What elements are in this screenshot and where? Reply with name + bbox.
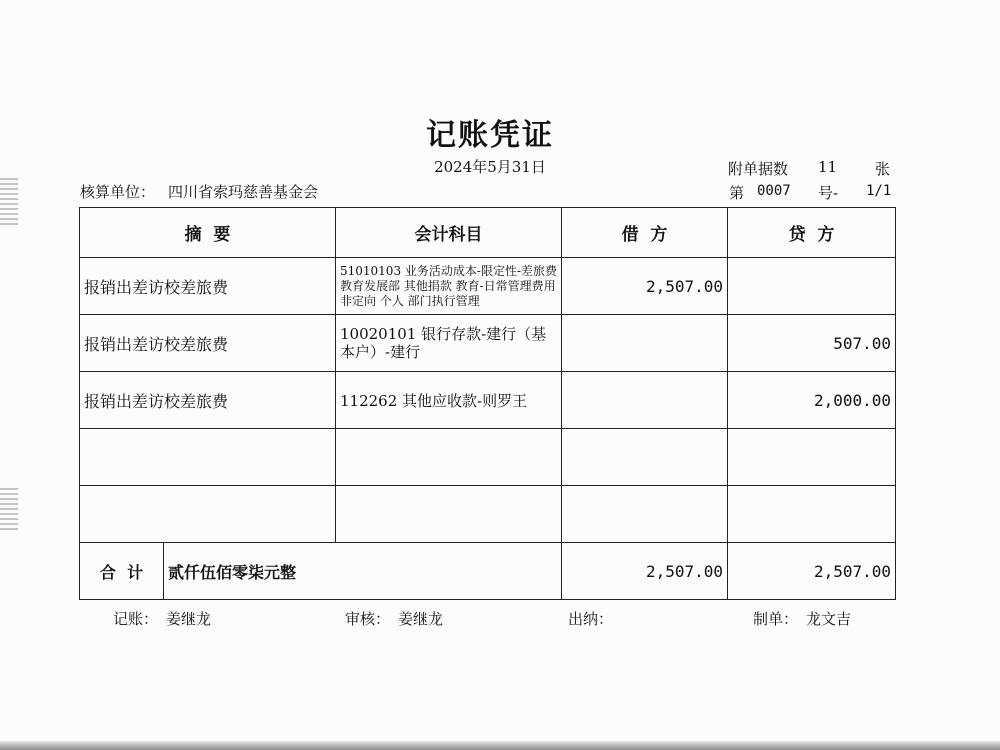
table-row — [80, 258, 896, 315]
row-credit: 507.00 — [728, 315, 896, 372]
table-row — [80, 486, 896, 543]
row-account-cell — [336, 315, 562, 372]
total-amount-words: 贰仟伍佰零柒元整 — [164, 543, 562, 600]
row-debit — [562, 315, 728, 372]
row-account — [336, 429, 562, 486]
reviewer-name: 姜继龙 — [398, 610, 444, 628]
scan-artifact — [0, 488, 18, 532]
attachments-label: 附单据数 — [728, 160, 789, 178]
cashier-label: 出纳： — [568, 610, 614, 628]
row-debit: 2,507.00 — [562, 258, 728, 315]
header-account: 会计科目 — [336, 208, 562, 258]
row-summary: 报销出差访校差旅费 — [80, 315, 336, 372]
voucher-page: 1/1 — [866, 183, 892, 199]
row-summary: 报销出差访校差旅费 — [80, 258, 336, 315]
voucher-table — [79, 207, 896, 600]
attachments-count: 11 — [818, 158, 838, 176]
bookkeeper-label: 记账： — [113, 610, 159, 628]
row-debit — [562, 372, 728, 429]
row-credit: 2,000.00 — [728, 372, 896, 429]
total-label: 合 计 — [80, 543, 164, 600]
table-row — [80, 429, 896, 486]
row-credit — [728, 486, 896, 543]
accounting-unit-name: 四川省索玛慈善基金会 — [168, 183, 319, 201]
table-row — [80, 315, 896, 372]
total-row — [80, 543, 896, 600]
row-debit — [562, 429, 728, 486]
row-summary — [80, 429, 336, 486]
row-account — [336, 486, 562, 543]
row-summary: 报销出差访校差旅费 — [80, 372, 336, 429]
row-credit — [728, 258, 896, 315]
table-header-row — [80, 208, 896, 258]
row-debit — [562, 486, 728, 543]
header-credit: 贷 方 — [728, 208, 896, 258]
scan-artifact — [0, 178, 18, 226]
row-account-cell — [336, 258, 562, 315]
bookkeeper-name: 姜继龙 — [166, 610, 212, 628]
row-account: 10020101 银行存款-建行（基本户）-建行 — [340, 325, 547, 361]
paper-edge — [0, 741, 1000, 750]
total-debit: 2,507.00 — [562, 543, 728, 600]
preparer-label: 制单： — [753, 610, 799, 628]
table-row — [80, 372, 896, 429]
row-account-cell — [336, 372, 562, 429]
voucher-title: 记账凭证 — [426, 118, 554, 153]
row-account: 112262 其他应收款-则罗王 — [340, 391, 528, 410]
accounting-unit-label: 核算单位： — [80, 183, 156, 201]
voucher-number-suffix: 号- — [818, 184, 839, 202]
preparer-name: 龙文吉 — [806, 610, 852, 628]
header-summary: 摘 要 — [80, 208, 336, 258]
total-credit: 2,507.00 — [728, 543, 896, 600]
voucher-number: 0007 — [757, 183, 791, 199]
reviewer-label: 审核： — [345, 610, 391, 628]
row-credit — [728, 429, 896, 486]
row-summary — [80, 486, 336, 543]
attachments-unit: 张 — [875, 160, 891, 178]
voucher-date: 2024年5月31日 — [434, 158, 546, 176]
voucher-number-prefix: 第 — [729, 184, 745, 202]
row-account: 51010103 业务活动成本-限定性-差旅费 教育发展部 其他捐款 教育-日常管理费用 非定向 个人 部门执行管理 — [340, 263, 558, 308]
header-debit: 借 方 — [562, 208, 728, 258]
